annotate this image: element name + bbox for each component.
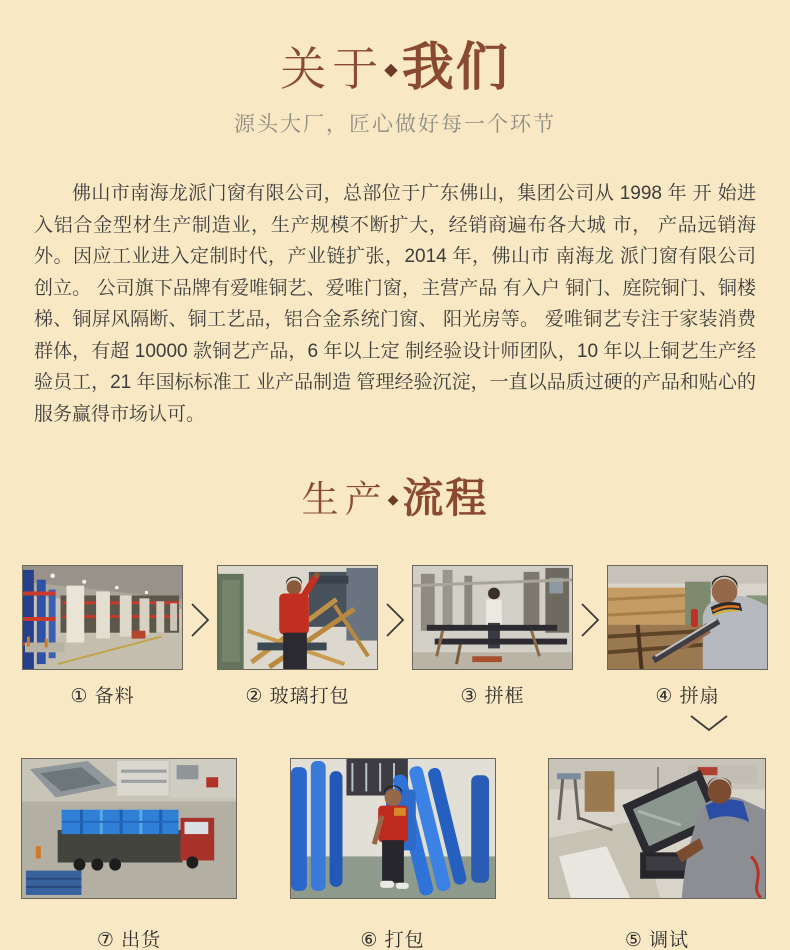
- photo-packing-panels: [290, 758, 496, 899]
- about-subtitle: 源头大厂，匠心做好每一个环节: [234, 113, 556, 136]
- process-row-1: [22, 565, 768, 708]
- step-caption: ⑤ 调试: [624, 930, 690, 950]
- chevron-right-icon: [578, 601, 602, 639]
- about-title: [0, 0, 790, 97]
- step-caption: ⑦ 出货: [96, 930, 162, 950]
- photo-window-testing: [548, 758, 766, 899]
- flow-wrap-indicator: [0, 712, 730, 736]
- process-step-sash-assembly: [607, 565, 768, 708]
- step-caption: ② 玻璃打包: [245, 686, 350, 707]
- step-caption: ⑥ 打包: [360, 930, 425, 950]
- diamond-icon: ◆: [384, 59, 398, 80]
- process-row-2: [21, 758, 766, 950]
- photo-frame-assembly: [412, 565, 573, 670]
- photo-glass-packing: [217, 565, 378, 670]
- photo-sash-assembly: [607, 565, 768, 670]
- step-caption: ① 备料: [70, 686, 135, 707]
- process-title-bold: 流程: [402, 475, 489, 521]
- step-caption: ④ 拼扇: [655, 686, 720, 707]
- chevron-right-icon: [383, 601, 407, 639]
- photo-shipping-truck: [21, 758, 237, 899]
- process-title-light: 生产: [301, 479, 388, 520]
- photo-material-prep-warehouse: [22, 565, 183, 670]
- process-step-testing: [548, 758, 766, 950]
- step-caption: ③ 拼框: [460, 686, 525, 707]
- about-title-light: 关于: [280, 43, 385, 95]
- process-step-material-prep: [22, 565, 183, 708]
- process-title: [0, 475, 790, 521]
- chevron-right-icon: [188, 601, 212, 639]
- about-title-bold: 我们: [401, 39, 510, 97]
- process-step-shipping: [21, 758, 237, 950]
- process-step-packing: [290, 758, 496, 950]
- process-step-glass-packing: [217, 565, 378, 708]
- diamond-icon: ◆: [387, 491, 399, 508]
- chevron-down-icon: [688, 712, 730, 734]
- process-step-frame-assembly: [412, 565, 573, 708]
- company-intro-paragraph: 佛山市南海龙派门窗有限公司，总部位于广东佛山，集团公司从 1998 年 开 始进入铝合金型材生产制造业，生产规模不断扩大，经销商遍布各大城 市， 产品远销海外。因应工业进入定制时代，产业链扩张，2014 年，佛山市 南海龙 派门窗有限公司创立。 公司旗下品牌有爱唯铜艺、爱唯门窗，主营产品 有入户 铜门、庭院铜门、铜楼梯、铜屏风隔断、铜工艺品，铝合金系统门窗、 阳光房等。 爱唯铜艺专注于家装消费群体，有超 10000 款铜艺产品，6 年以上定 制经验设计师团队，10 年以上铜艺生产经验员工，21 年国标标准工 业产品制造 管理经验沉淀，一直以品质过硬的产品和贴心的服务赢得市场认可。: [34, 183, 756, 425]
